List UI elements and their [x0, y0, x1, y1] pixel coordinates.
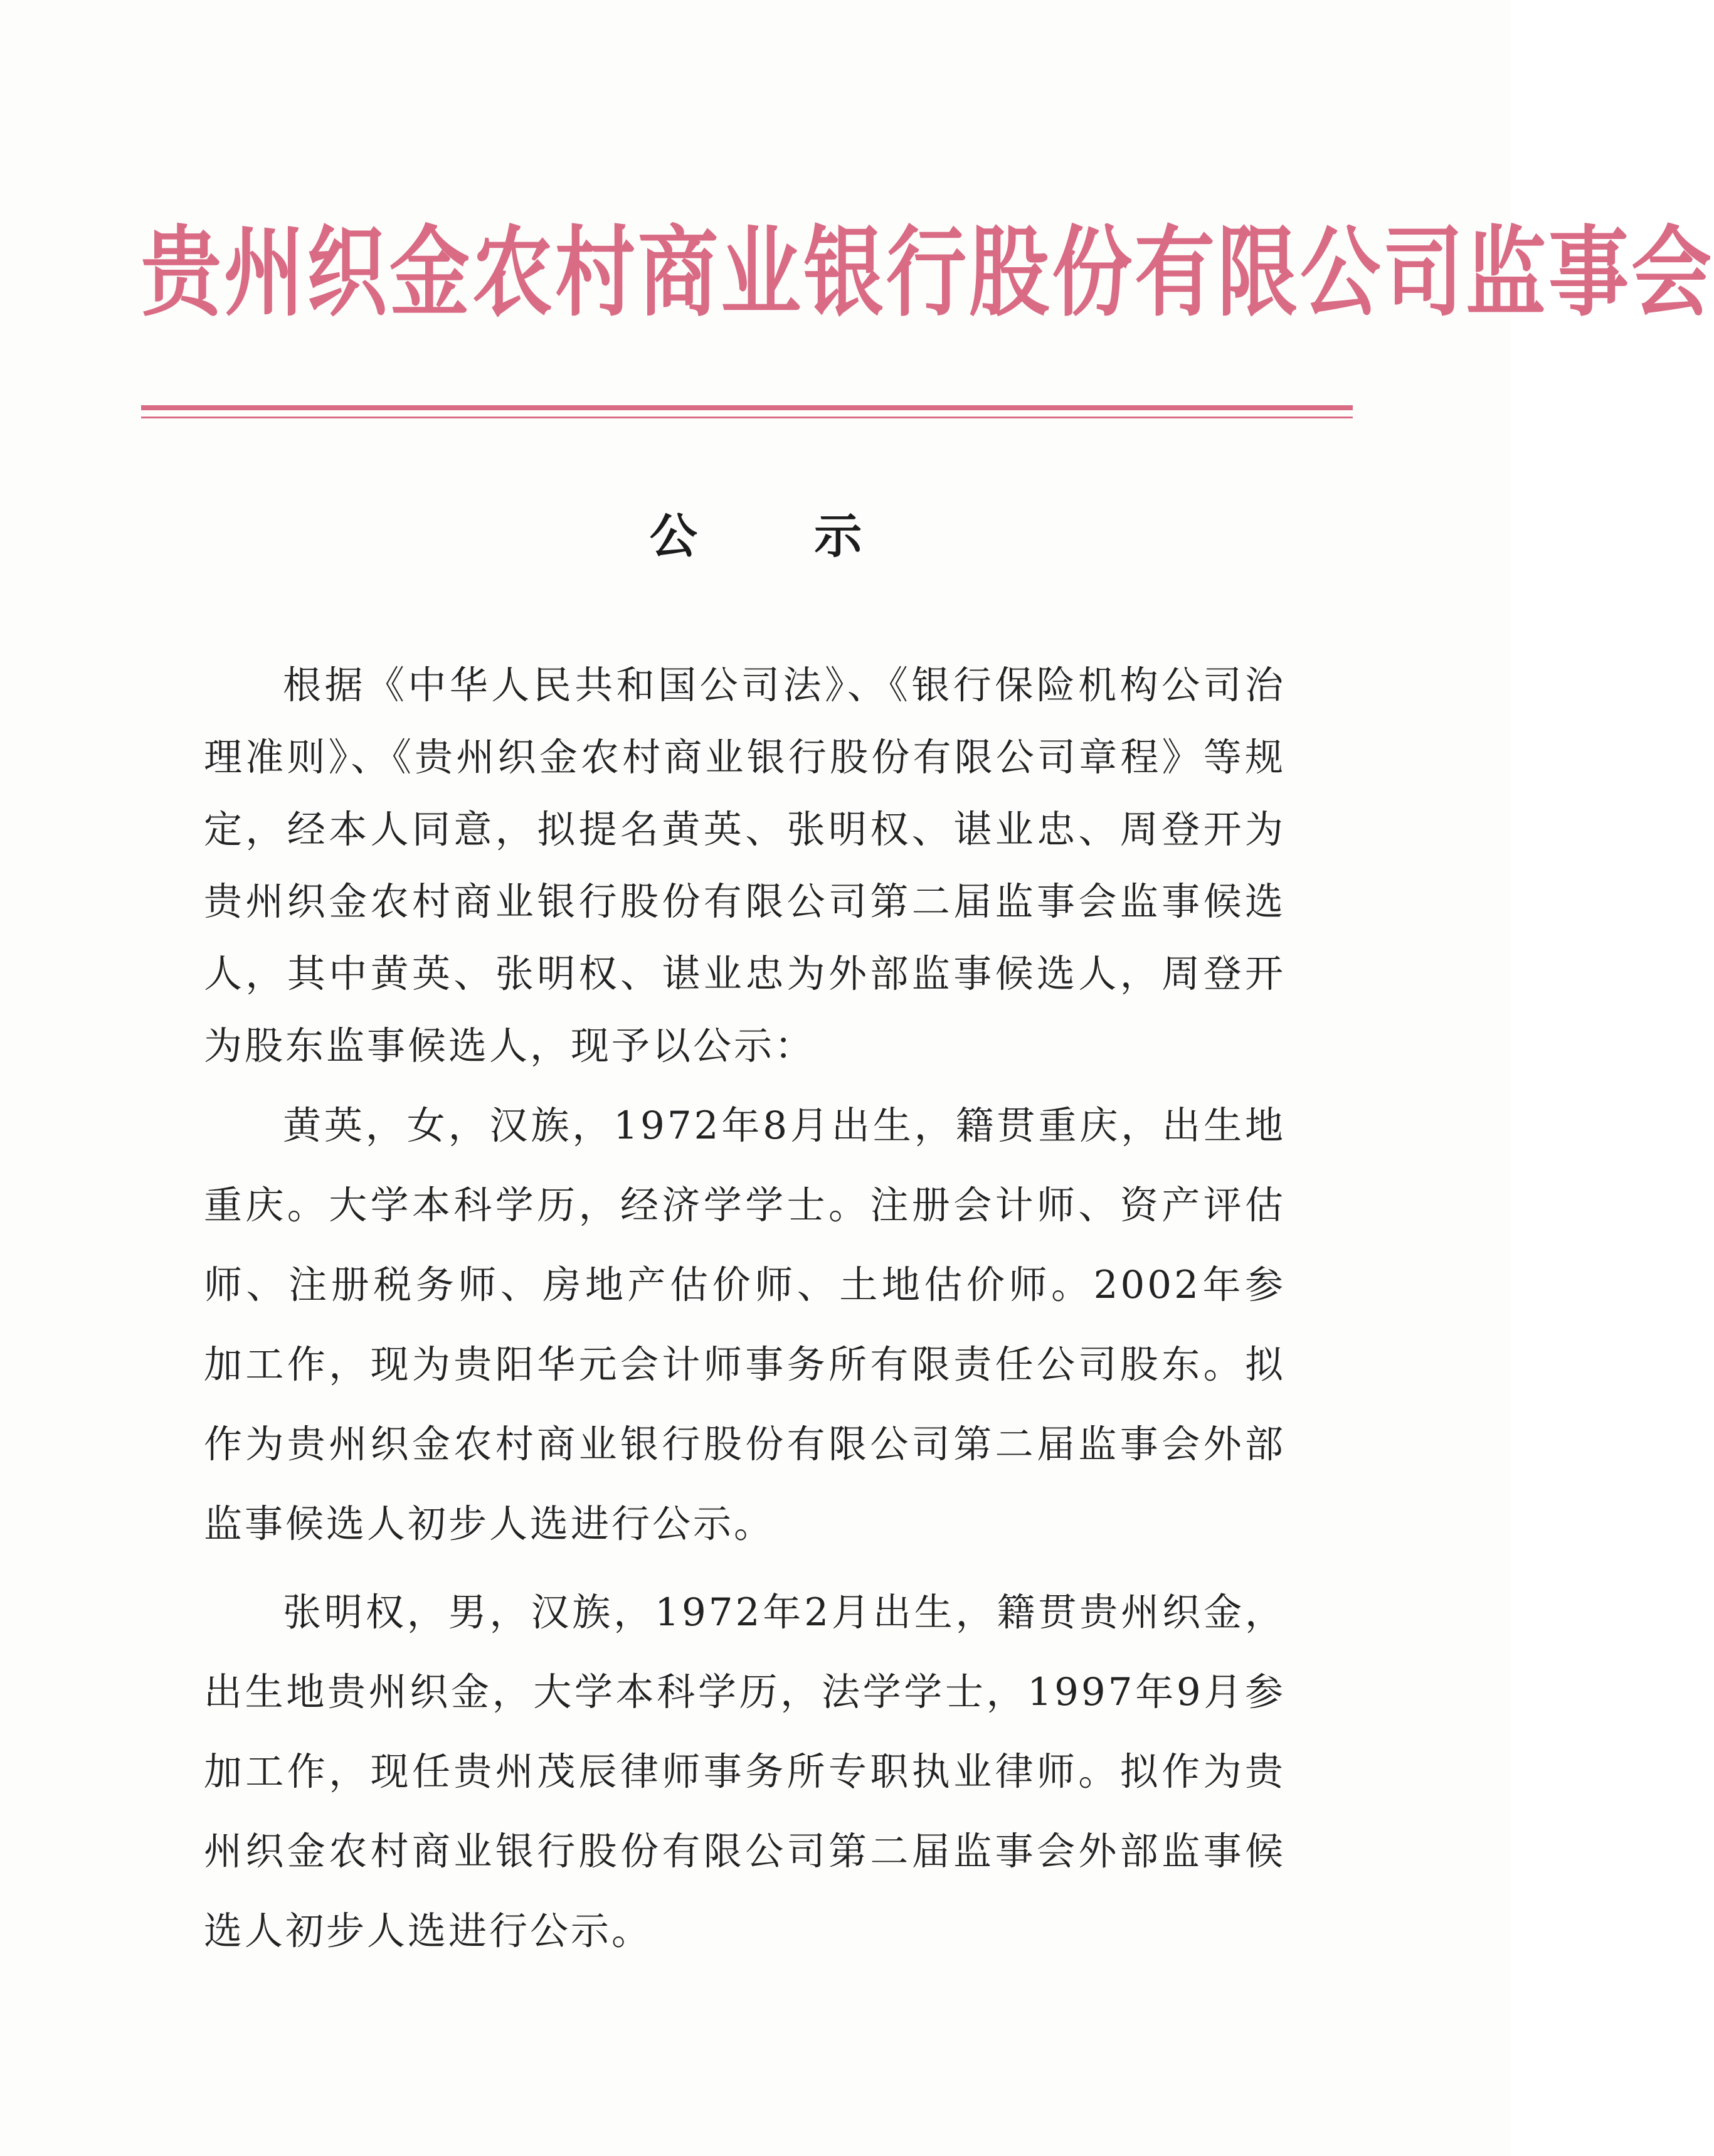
letterhead-divider-thick [141, 405, 1353, 410]
letterhead-divider-thin [141, 417, 1353, 418]
letterhead-org-name: 贵州织金农村商业银行股份有限公司监事会 [141, 215, 1714, 331]
document-body [204, 649, 1286, 1971]
paragraph-candidate-zhang-mingquan: 张明权，男，汉族，1972年2月出生，籍贯贵州织金，出生地贵州织金，大学本科学历，法学学士，1997年9月参加工作，现任贵州茂辰律师事务所专职执业律师。拟作为贵州织金农村商业银行股份有限公司第二届监事会外部监事候选人初步人选进行公示。 [204, 1590, 1286, 1953]
paragraph-nomination: 根据《中华人民共和国公司法》、《银行保险机构公司治理准则》、《贵州织金农村商业银行股份有限公司章程》等规定，经本人同意，拟提名黄英、张明权、谌业忠、周登开为贵州织金农村商业银行股份有限公司第二届监事会监事候选人，其中黄英、张明权、谌业忠为外部监事候选人，周登开为股东监事候选人，现予以公示： [204, 663, 1286, 1068]
paragraph-candidate-huang-ying: 黄英，女，汉族，1972年8月出生，籍贯重庆，出生地重庆。大学本科学历，经济学学士。注册会计师、资产评估师、注册税务师、房地产估价师、土地估价师。2002年参加工作，现为贵阳华元会计师事务所有限责任公司股东。拟作为贵州织金农村商业银行股份有限公司第二届监事会外部监事候选人初步人选进行公示。 [204, 1103, 1286, 1546]
document-title: 公 示 [649, 508, 913, 564]
